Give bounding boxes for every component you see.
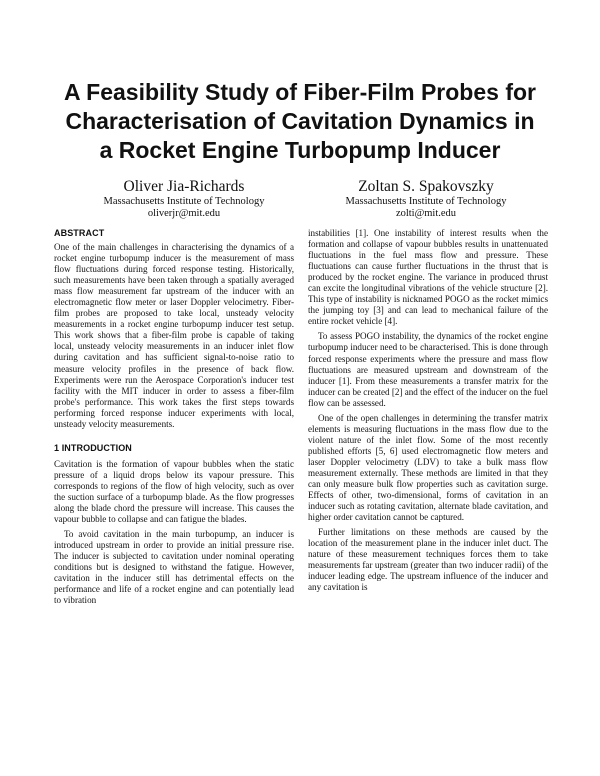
title-line: A Feasibility Study of Fiber-Film Probes for (64, 79, 536, 105)
abstract-text: One of the main challenges in characterising the dynamics of a rocket engine turbopump inducer is the measurement of mass flow fluctuations during forced response testing. Historically, such measurements have been taken through a spatially averaged mass flow measurement far upstream of the inducer with an electromagnetic flow meter or laser Doppler velocimetry. Fiber-film probes are proposed to take local, unsteady velocity measurements in a rocket engine turbopump inducer test setup. This work shows that a fiber-film probe is capable of taking local, unsteady velocity measurements in an inducer inlet flow during cavitation and has sufficient signal-to-noise ratio to measure velocity profiles in the presence of back flow. Experiments were run the Aerospace Corporation's inducer test facility with the MIT inducer in order to assess a fiber-film probe's performance. This work takes the first steps towards performing forced response inducer experiments with local, unsteady velocity measurements. (54, 242, 294, 429)
intro-paragraph: To avoid cavitation in the main turbopump, an inducer is introduced upstream in order to provide an initial pressure rise. The inducer is subjected to cavitation under nominal operating conditions but is designed to withstand the fatigue. However, cavitation in the inducer still has detrimental effects on the performance and life of a rocket engine and can potentially lead to vibration (54, 529, 294, 606)
body-paragraph: To assess POGO instability, the dynamics of the rocket engine turbopump inducer need to be characterised. This is done through forced response experiments where the pressure and mass flow fluctuations are measured upstream and downstream of the inducer [1]. From these measurements a transfer matrix for the inducer can be created [2] and the effect of the inducer on the fuel flow can be assessed. (308, 331, 548, 408)
abstract-heading: ABSTRACT (54, 228, 105, 238)
author-name: Oliver Jia-Richards (123, 178, 245, 195)
body-paragraph: One of the open challenges in determining the transfer matrix elements is measuring fluctuations in the mass flow due to the violent nature of the inlet flow. Some of the most recently published efforts [5, 6] used electromagnetic flow meters and laser Doppler velocimetry (LDV) to take a bulk mass flow measurement externally. These methods are limited in that they can only measure bulk flow properties such as cavitation surge. Effects of other, two-dimensional, forms of cavitation in an inducer such as rotating cavitation, alternate blade cavitation, and higher order cavitation cannot be captured. (308, 412, 548, 523)
author-block-2 (296, 178, 556, 220)
title-line: Characterisation of Cavitation Dynamics in (65, 108, 535, 134)
author-affiliation: Massachusetts Institute of Technology (103, 196, 265, 207)
intro-paragraph: Cavitation is the formation of vapour bubbles when the static pressure of a liquid drops below its vapour pressure. This corresponds to regions of the flow of high velocity, such as over the suction surface of a turbopump blade. As the flow progresses along the blade chord the pressure will increase. This causes the vapour bubble to collapse and can fatigue the blades. (54, 458, 294, 525)
left-column (54, 228, 294, 610)
author-email[interactable]: oliverjr@mit.edu (147, 208, 221, 219)
body-paragraph: Further limitations on these methods are caused by the location of the measurement plane in the inducer inlet duct. The nature of these measurement techniques forces them to take measurements far upstream (greater than two inducer radii) of the inducer leading edge. The upstream influence of the inducer and any cavitation is (308, 527, 548, 593)
author-block-1 (54, 178, 314, 220)
author-affiliation: Massachusetts Institute of Technology (345, 196, 507, 207)
introduction-heading: 1 INTRODUCTION (54, 442, 132, 453)
body-paragraph: instabilities [1]. One instability of interest results when the formation and collapse of vapour bubbles results in unattenuated fluctuations in the fuel mass flow and pressure. These fluctuations can cause further fluctuations in the thrust that is produced by the rocket engine. The variance in produced thrust can excite the longitudinal vibrations of the vehicle structure [2]. This type of instability is nicknamed POGO as the rocket mimics the jumping toy [3] and can lead to mechanical failure of the entire rocket vehicle [4]. (308, 228, 548, 327)
title-line: a Rocket Engine Turbopump Inducer (99, 137, 501, 163)
right-column (308, 228, 548, 598)
paper-title (40, 78, 560, 165)
author-name: Zoltan S. Spakovszky (358, 178, 494, 195)
author-email[interactable]: zolti@mit.edu (395, 208, 457, 219)
